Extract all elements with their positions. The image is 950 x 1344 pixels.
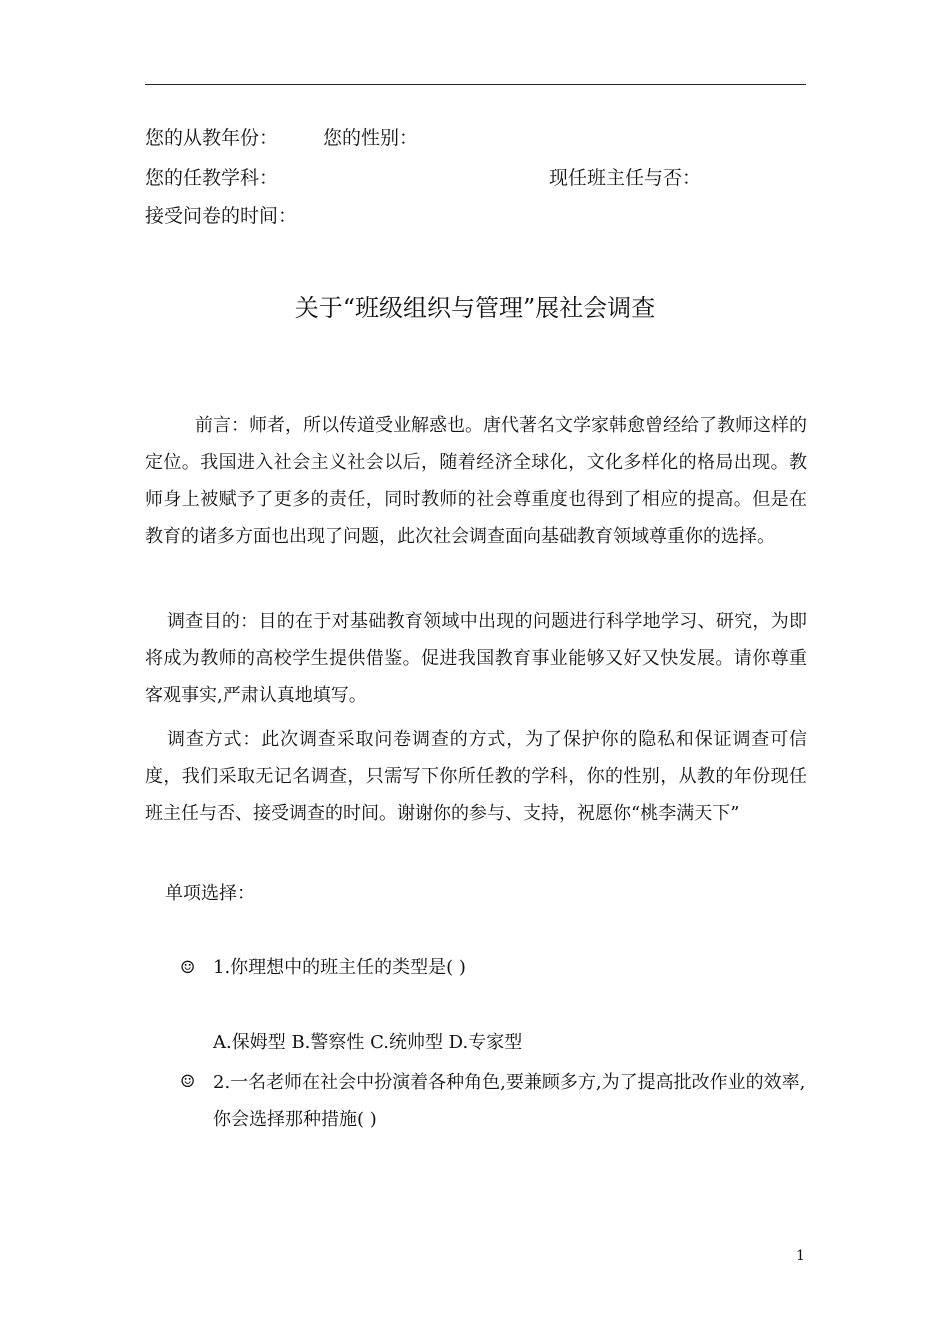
years-label: 您的从教年份： <box>145 127 279 149</box>
method-paragraph: 调查方式：此次调查采取问卷调查的方式，为了保护你的隐私和保证调查可信度，我们采取无记名调查，只需写下你所任教的学科，你的性别，从教的年份现任班主任与否、接受调查的时间。谢谢你的参与、支持，祝愿你“桃李满天下” <box>145 729 807 824</box>
head-teacher-label: 现任班主任与否： <box>549 167 702 189</box>
smiley-bullet-icon: ☺ <box>180 1072 196 1092</box>
page-number: 1 <box>796 1248 805 1264</box>
preface-paragraph: 前言：师者，所以传道受业解惑也。唐代著名文学家韩愈曾经给了教师这样的定位。我国进入社会主义社会以后，随着经济全球化，文化多样化的格局出现。教师身上被赋予了更多的责任，同时教师的社会尊重度也得到了相应的提高。但是在教育的诸多方面也出现了问题，此次社会调查面向基础教育领域尊重你的选择。 <box>145 415 807 547</box>
document-title: 关于“班级组织与管理”展社会调查 <box>294 294 656 322</box>
section-label: 单项选择： <box>165 883 255 904</box>
question-1-options: A.保姆型 B.警察性 C.统帅型 D.专家型 <box>213 1032 523 1053</box>
purpose-paragraph: 调查目的：目的在于对基础教育领域中出现的问题进行科学地学习、研究，为即将成为教师的高校学生提供借鉴。促进我国教育事业能够又好又快发展。请你尊重客观事实,严肃认真地填写。 <box>145 611 807 706</box>
header-rule <box>145 84 806 85</box>
time-label: 接受问卷的时间： <box>145 205 298 227</box>
question-2-text: 2.一名老师在社会中扮演着各种角色,要兼顾多方,为了提高批改作业的效率,你会选择那种措施( ) <box>213 1072 806 1130</box>
question-1-text: 1.你理想中的班主任的类型是( ) <box>213 957 466 978</box>
gender-label: 您的性别： <box>323 127 419 149</box>
smiley-bullet-icon: ☺ <box>180 958 196 978</box>
subject-label: 您的任教学科： <box>145 167 279 189</box>
